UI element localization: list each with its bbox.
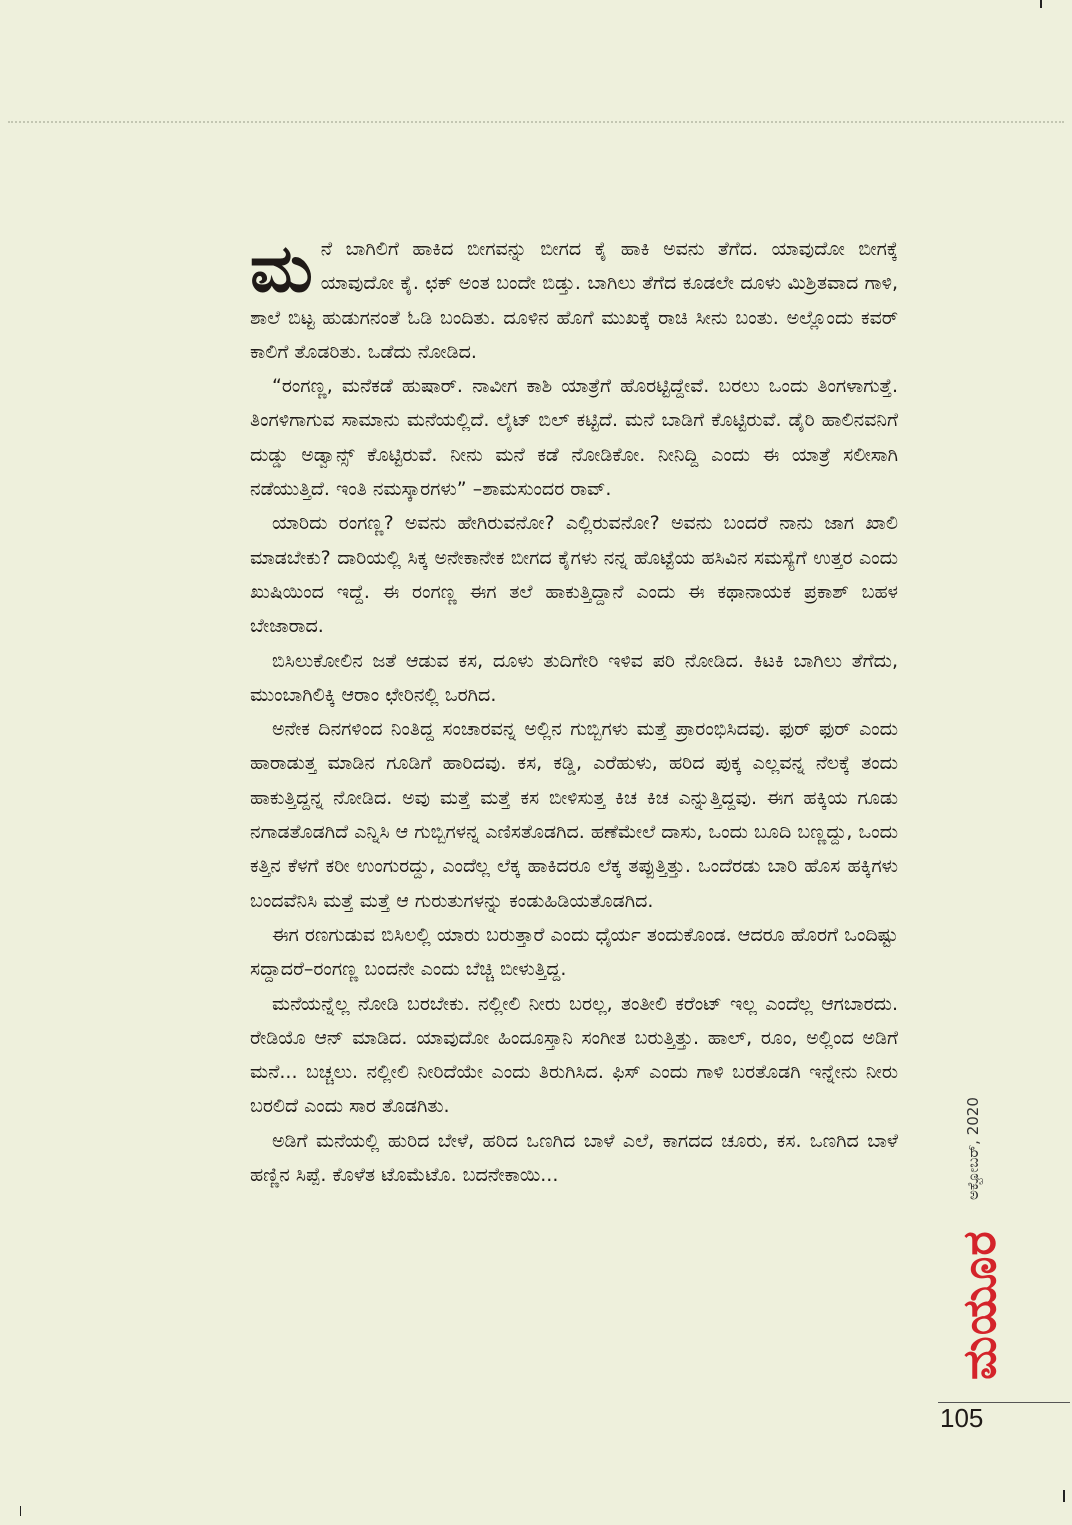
magazine-logo: ಮಯೂರ [952, 1230, 1006, 1380]
article-paragraph: ಬಿಸಿಲುಕೋಲಿನ ಜತೆ ಆಡುವ ಕಸ, ದೂಳು ತುದಿಗೇರಿ ಇಳಿವ ಪರಿ ನೋಡಿದ. ಕಿಟಕಿ ಬಾಗಿಲು ತೆಗೆದು, ಮುಂಬಾಗಿಲಿಕ್ಕಿ ಆರಾಂ ಛೇರಿನಲ್ಲಿ ಒರಗಿದ. [250, 649, 898, 706]
article-body [250, 232, 898, 1192]
crop-mark-bottom-left [20, 1506, 21, 1516]
article-paragraph: “ರಂಗಣ್ಣ, ಮನೆಕಡೆ ಹುಷಾರ್. ನಾವೀಗ ಕಾಶಿ ಯಾತ್ರೆಗೆ ಹೊರಟ್ಟಿದ್ದೇವೆ. ಬರಲು ಒಂದು ತಿಂಗಳಾಗುತ್ತೆ. ತಿಂಗಳಿಗಾಗುವ ಸಾಮಾನು ಮನೆಯಲ್ಲಿದೆ. ಲೈಟ್ ಬಿಲ್ ಕಟ್ಟಿದೆ. ಮನೆ ಬಾಡಿಗೆ ಕೊಟ್ಟಿರುವೆ. ಡೈರಿ ಹಾಲಿನವನಿಗೆ ದುಡ್ಡು ಅಡ್ವಾನ್ಸ್ ಕೊಟ್ಟಿರುವೆ. ನೀನು ಮನೆ ಕಡೆ ನೋಡಿಕೋ. ನೀನಿದ್ದಿ ಎಂದು ಈ ಯಾತ್ರೆ ಸಲೀಸಾಗಿ ನಡೆಯುತ್ತಿದೆ. ಇಂತಿ ನಮಸ್ಕಾರಗಳು” –ಶಾಮಸುಂದರ ರಾವ್. [250, 375, 898, 501]
crop-mark-bottom-right [1063, 1490, 1065, 1502]
drop-cap: ಮ [250, 230, 313, 307]
page-sidebar [922, 1060, 1006, 1380]
article-paragraph: ಮನೆಯನ್ನೆಲ್ಲ ನೋಡಿ ಬರಬೇಕು. ನಲ್ಲೀಲಿ ನೀರು ಬರಲ್ಲ, ತಂತೀಲಿ ಕರೆಂಟ್ ಇಲ್ಲ ಎಂದೆಲ್ಲ ಆಗಬಾರದು. ರೇಡಿಯೊ ಆನ್ ಮಾಡಿದ. ಯಾವುದೋ ಹಿಂದೂಸ್ತಾನಿ ಸಂಗೀತ ಬರುತ್ತಿತ್ತು. ಹಾಲ್, ರೂಂ, ಅಲ್ಲಿಂದ ಅಡಿಗೆ ಮನೆ... ಬಚ್ಚಲು. ನಲ್ಲೀಲಿ ನೀರಿದೆಯೇ ಎಂದು ತಿರುಗಿಸಿದ. ಫಿಸ್ ಎಂದು ಗಾಳಿ ಬರತೊಡಗಿ ಇನ್ನೇನು ನೀರು ಬರಲಿದೆ ಎಂದು ಸಾರ ತೊಡಗಿತು. [250, 992, 898, 1118]
article-paragraph: ಈಗ ರಣಗುಡುವ ಬಿಸಿಲಲ್ಲಿ ಯಾರು ಬರುತ್ತಾರೆ ಎಂದು ಧೈರ್ಯ ತಂದುಕೊಂಡ. ಆದರೂ ಹೊರಗೆ ಒಂದಿಷ್ಟು ಸದ್ದಾದರೆ–ರಂಗಣ್ಣ ಬಂದನೇ ಎಂದು ಬೆಚ್ಚಿ ಬೀಳುತ್ತಿದ್ದ. [250, 923, 898, 981]
article-paragraph: ಅಡಿಗೆ ಮನೆಯಲ್ಲಿ ಹುರಿದ ಬೇಳೆ, ಹರಿದ ಒಣಗಿದ ಬಾಳೆ ಎಲೆ, ಕಾಗದದ ಚೂರು, ಕಸ. ಒಣಗಿದ ಬಾಳೆ ಹಣ್ಣಿನ ಸಿಪ್ಪೆ. ಕೊಳೆತ ಟೊಮೆಟೊ. ಬದನೇಕಾಯಿ... [250, 1129, 898, 1187]
article-paragraph: ಅನೇಕ ದಿನಗಳಿಂದ ನಿಂತಿದ್ದ ಸಂಚಾರವನ್ನ ಅಲ್ಲಿನ ಗುಬ್ಬಿಗಳು ಮತ್ತೆ ಪ್ರಾರಂಭಿಸಿದವು. ಫುರ್ ಫುರ್ ಎಂದು ಹಾರಾಡುತ್ತ ಮಾಡಿನ ಗೂಡಿಗೆ ಹಾರಿದವು. ಕಸ, ಕಡ್ಡಿ, ಎರೆಹುಳು, ಹರಿದ ಪುಕ್ಕ ಎಲ್ಲವನ್ನ ನೆಲಕ್ಕೆ ತಂದು ಹಾಕುತ್ತಿದ್ದನ್ನ ನೋಡಿದ. ಅವು ಮತ್ತೆ ಮತ್ತೆ ಕಸ ಬೀಳಿಸುತ್ತ ಕಿಚ ಕಿಚ ಎನ್ನುತ್ತಿದ್ದವು. ಈಗ ಹಕ್ಕಿಯ ಗೂಡು ನಗಾಡತೊಡಗಿದೆ ಎನ್ನಿಸಿ ಆ ಗುಬ್ಬಿಗಳನ್ನ ಎಣಿಸತೊಡಗಿದ. ಹಣೆಮೇಲೆ ದಾಸು, ಒಂದು ಬೂದಿ ಬಣ್ಣದ್ದು, ಒಂದು ಕತ್ತಿನ ಕೆಳಗೆ ಕರೀ ಉಂಗುರದ್ದು, ಎಂದೆಲ್ಲ ಲೆಕ್ಕ ಹಾಕಿದರೂ ಲೆಕ್ಕ ತಪ್ಪುತ್ತಿತ್ತು. ಒಂದೆರಡು ಬಾರಿ ಹೊಸ ಹಕ್ಕಿಗಳು ಬಂದವೆನಿಸಿ ಮತ್ತೆ ಮತ್ತೆ ಆ ಗುರುತುಗಳನ್ನು ಕಂಡುಹಿಡಿಯತೊಡಗಿದ. [250, 718, 898, 912]
crop-mark-top-right [1040, 0, 1042, 8]
dotted-divider [8, 121, 1064, 123]
issue-date: ಅಕ್ಟೋಬರ್, 2020 [964, 1097, 982, 1200]
article-paragraph: ಮನೆ ಬಾಗಿಲಿಗೆ ಹಾಕಿದ ಬೀಗವನ್ನು ಬೀಗದ ಕೈ ಹಾಕಿ ಅವನು ತೆಗೆದ. ಯಾವುದೋ ಬೀಗಕ್ಕೆ ಯಾವುದೋ ಕೈ. ಛಕ್ ಅಂತ ಬಂದೇ ಬಿಡ್ತು. ಬಾಗಿಲು ತೆಗೆದ ಕೂಡಲೇ ದೂಳು ಮಿಶ್ರಿತವಾದ ಗಾಳಿ, ಶಾಲೆ ಬಿಟ್ಟ ಹುಡುಗನಂತೆ ಓಡಿ ಬಂದಿತು. ದೂಳಿನ ಹೊಗೆ ಮುಖಕ್ಕೆ ರಾಚಿ ಸೀನು ಬಂತು. ಅಲ್ಲೊಂದು ಕವರ್ ಕಾಲಿಗೆ ತೊಡರಿತು. ಒಡೆದು ನೋಡಿದ. [250, 230, 898, 363]
page-number: 105 [940, 1403, 984, 1433]
article-paragraph: ಯಾರಿದು ರಂಗಣ್ಣ? ಅವನು ಹೇಗಿರುವನೋ? ಎಲ್ಲಿರುವನೋ? ಅವನು ಬಂದರೆ ನಾನು ಜಾಗ ಖಾಲಿ ಮಾಡಬೇಕು? ದಾರಿಯಲ್ಲಿ ಸಿಕ್ಕ ಅನೇಕಾನೇಕ ಬೀಗದ ಕೈಗಳು ನನ್ನ ಹೊಟ್ಟೆಯ ಹಸಿವಿನ ಸಮಸ್ಯೆಗೆ ಉತ್ತರ ಎಂದು ಖುಷಿಯಿಂದ ಇದ್ದೆ. ಈ ರಂಗಣ್ಣ ಈಗ ತಲೆ ಹಾಕುತ್ತಿದ್ದಾನೆ ಎಂದು ಈ ಕಥಾನಾಯಕ ಪ್ರಕಾಶ್ ಬಹಳ ಬೇಜಾರಾದ. [250, 512, 898, 638]
